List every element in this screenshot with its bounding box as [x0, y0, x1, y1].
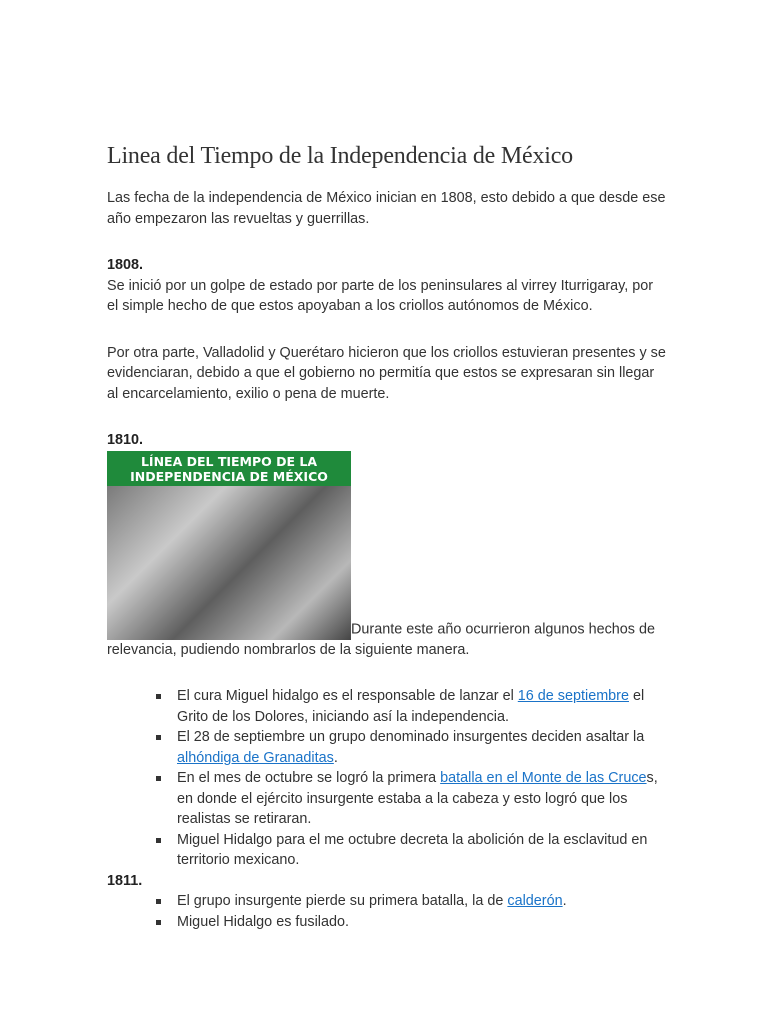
- intro-paragraph: Las fecha de la independencia de México inician en 1808, esto debido a que desde ese año empezaron las revueltas y guerrillas.: [107, 190, 666, 227]
- figure-paragraph: [107, 451, 667, 661]
- list-item: Miguel Hidalgo para el me octubre decreta la abolición de la esclavitud en territorio mexicano.: [177, 830, 667, 871]
- image-collage: [107, 486, 351, 640]
- year-heading-1808: 1808.: [107, 257, 144, 273]
- list-item: En el mes de octubre se logró la primera batalla en el Monte de las Cruces, en donde el ejército insurgente estaba a la cabeza y esto logró que los realistas se retiraran.: [177, 768, 667, 830]
- link-16-septiembre[interactable]: 16 de septiembre: [517, 688, 629, 704]
- image-title-line1: LÍNEA DEL TIEMPO DE LA: [140, 453, 318, 469]
- image-title-line2: INDEPENDENCIA DE MÉXICO: [130, 468, 328, 484]
- link-calderon[interactable]: calderón: [507, 893, 563, 909]
- paragraph-1808-1: Se inició por un golpe de estado por parte de los peninsulares al virrey Iturrigaray, por el simple hecho de que estos apoyaban a los criollos autónomos de México.: [107, 277, 654, 314]
- bullets-1811: [107, 891, 667, 932]
- bullets-1810: [107, 686, 667, 871]
- image-banner: [107, 451, 351, 486]
- section-1811: [107, 871, 667, 933]
- document-page: [107, 140, 667, 932]
- link-alhondiga[interactable]: alhóndiga de Granaditas: [177, 749, 334, 766]
- year-heading-1810: 1810.: [107, 432, 144, 448]
- list-item: El grupo insurgente pierde su primera batalla, la de calderón.: [177, 891, 667, 912]
- year-heading-1811: 1811.: [107, 872, 143, 889]
- list-item: El 28 de septiembre un grupo denominado insurgentes deciden asaltar la alhóndiga de Granaditas.: [177, 727, 667, 768]
- figure-caption: Durante este año ocurrieron algunos hechos de relevancia, pudiendo nombrarlos de la siguiente manera.: [107, 621, 656, 658]
- list-item: Miguel Hidalgo es fusilado.: [177, 912, 667, 933]
- paragraph-1808-2: Por otra parte, Valladolid y Querétaro hicieron que los criollos estuvieran presentes y se evidenciaran, debido a que el gobierno no permitía que estos se expresaran sin llegar al encarcelamiento, exilio o pena de muerte.: [107, 344, 666, 402]
- link-monte-cruces[interactable]: batalla en el Monte de las Cruce: [440, 770, 647, 786]
- list-item: El cura Miguel hidalgo es el responsable de lanzar el 16 de septiembre el Grito de los Dolores, iniciando así la independencia.: [177, 686, 667, 727]
- timeline-image: [107, 451, 351, 640]
- section-1810: [107, 430, 667, 871]
- section-1808: [107, 255, 667, 404]
- page-title: Linea del Tiempo de la Independencia de México: [107, 143, 573, 169]
